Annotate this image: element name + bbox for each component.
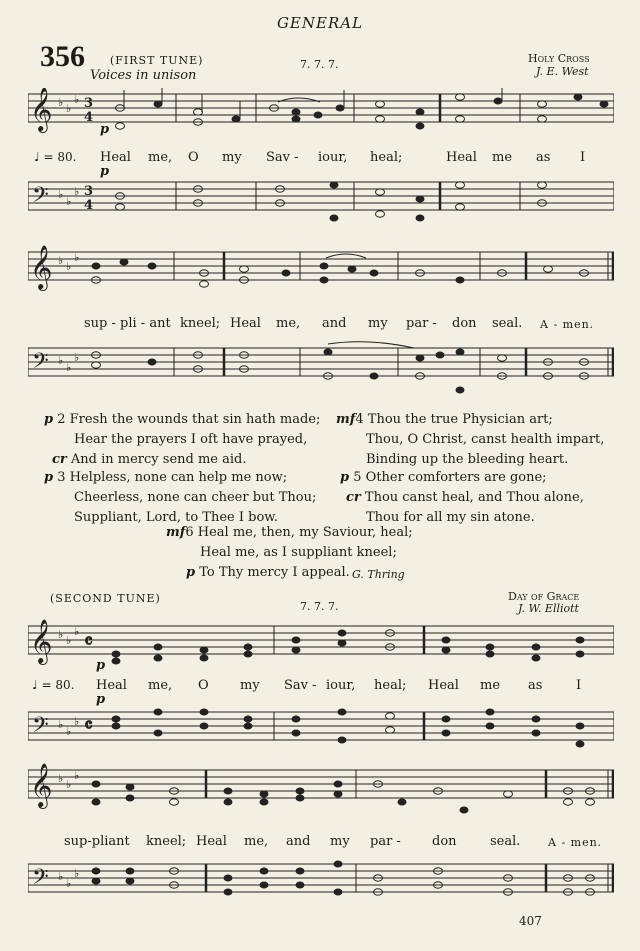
verse-5 — [340, 468, 584, 528]
tune2-lyric-me2: me — [480, 678, 501, 693]
tune2-lyric-o: O — [198, 678, 209, 693]
tune1-lyric-kneel: kneel; — [180, 316, 221, 331]
svg-text:♭: ♭ — [66, 195, 72, 208]
svg-text:𝄞: 𝄞 — [30, 619, 53, 663]
tune2-lyric-heal2: heal; — [374, 678, 407, 693]
second-tune-name: Day of Grace — [508, 590, 580, 603]
svg-text:♭: ♭ — [74, 867, 80, 880]
tune2-lyric-suppliant: sup-pliant — [64, 834, 130, 849]
tune2-lyric-my2: my — [330, 834, 350, 849]
svg-text:𝄢: 𝄢 — [32, 865, 49, 895]
tune2-lyric-sav: Sav - — [284, 678, 317, 693]
tune2-lyric-heal4: Heal — [196, 834, 227, 849]
verse-2-line-3-dynamic: cr — [52, 452, 67, 467]
tune1-lyric-par: par - — [406, 316, 437, 331]
svg-text:♭: ♭ — [66, 634, 72, 647]
verse-6-line-3: To Thy mercy I appeal. — [199, 565, 350, 580]
verse-5-line-2: Thou canst heal, and Thou alone, — [364, 490, 584, 505]
tune1-lyric-don: don — [452, 316, 477, 331]
svg-text:𝄢: 𝄢 — [32, 183, 49, 213]
tune2-lyric-as: as — [528, 678, 543, 693]
svg-text:𝄞: 𝄞 — [30, 88, 53, 131]
first-tune-label: (FIRST TUNE) — [110, 54, 204, 67]
verse-2 — [44, 410, 320, 470]
svg-text:♭: ♭ — [66, 778, 72, 791]
svg-text:♭: ♭ — [74, 93, 80, 106]
svg-text:𝄞: 𝄞 — [30, 763, 53, 807]
verse-6-line-2: Heal me, as I suppliant kneel; — [200, 545, 397, 560]
svg-text:♭: ♭ — [74, 625, 80, 638]
svg-text:♭: ♭ — [74, 185, 80, 198]
svg-text:♭: ♭ — [58, 254, 64, 267]
tune2-dynamic-bass: p — [96, 692, 106, 707]
verse-6-line-3-dynamic: p — [186, 565, 196, 580]
verse-6-line-1: Heal me, then, my Saviour, heal; — [197, 525, 413, 540]
hymn-author: G. Thring — [352, 568, 405, 581]
verse-4 — [336, 410, 604, 470]
svg-text:♭: ♭ — [58, 354, 64, 367]
second-tune-composer: J. W. Elliott — [518, 602, 579, 615]
tune1-lyric-iour: iour, — [318, 150, 348, 165]
tune2-lyric-my: my — [240, 678, 260, 693]
svg-text:𝄴: 𝄴 — [84, 713, 93, 737]
svg-text:4: 4 — [84, 110, 94, 125]
tune1-dynamic-treble: p — [100, 122, 110, 137]
svg-text:♭: ♭ — [66, 102, 72, 115]
tune2-lyric-seal: seal. — [490, 834, 521, 849]
svg-text:♭: ♭ — [74, 251, 80, 264]
tune2-system1-bass — [28, 704, 614, 756]
verse-3-line-1: Helpless, none can help me now; — [69, 470, 288, 485]
svg-text:♭: ♭ — [74, 715, 80, 728]
tune2-lyric-kneel: kneel; — [146, 834, 187, 849]
verse-4-line-3: Binding up the bleeding heart. — [366, 452, 569, 467]
tune1-lyric-heal: Heal — [100, 150, 131, 165]
tune2-tempo: ♩ = 80. — [32, 678, 75, 692]
tune1-lyric-o: O — [188, 150, 199, 165]
tune2-lyric-amen: A - men. — [548, 836, 603, 849]
verse-6-dynamic: mf — [166, 525, 186, 540]
svg-text:♭: ♭ — [58, 718, 64, 731]
svg-text:𝄢: 𝄢 — [32, 349, 49, 379]
tune1-tempo: ♩ = 80. — [34, 150, 77, 164]
tune1-lyric-amen: A - men. — [540, 318, 595, 331]
svg-text:♭: ♭ — [66, 877, 72, 890]
tune1-lyric-me2: me — [492, 150, 513, 165]
tune1-system1-bass — [28, 178, 614, 228]
tune1-lyric-i: I — [580, 150, 586, 165]
verse-2-line-1: Fresh the wounds that sin hath made; — [69, 412, 321, 427]
svg-text:3: 3 — [84, 184, 94, 199]
verse-5-dynamic: p — [340, 470, 350, 485]
svg-text:𝄞: 𝄞 — [30, 245, 53, 289]
verse-5-number: 5 — [353, 470, 362, 485]
verse-3-number: 3 — [57, 470, 66, 485]
tune2-dynamic-treble: p — [96, 658, 106, 673]
verse-5-line-1: Other comforters are gone; — [365, 470, 547, 485]
tune1-lyric-me: me, — [148, 150, 173, 165]
verse-5-line-3: Thou for all my sin atone. — [366, 510, 535, 525]
svg-text:𝄢: 𝄢 — [32, 713, 49, 743]
svg-text:♭: ♭ — [58, 870, 64, 883]
second-tune-label: (SECOND TUNE) — [50, 592, 161, 605]
svg-text:♭: ♭ — [58, 188, 64, 201]
verse-2-number: 2 — [57, 412, 66, 427]
tune2-lyric-heal: Heal — [96, 678, 127, 693]
svg-text:♭: ♭ — [74, 351, 80, 364]
tune1-lyric-and: and — [322, 316, 347, 331]
tune1-lyric-heal3: Heal — [446, 150, 477, 165]
tune2-system2-bass — [28, 856, 614, 906]
svg-text:♭: ♭ — [66, 725, 72, 738]
svg-text:♭: ♭ — [58, 772, 64, 785]
verse-6-number: 6 — [185, 525, 194, 540]
tune2-lyric-iour: iour, — [326, 678, 356, 693]
tune1-lyric-heal4: Heal — [230, 316, 261, 331]
tune2-lyric-par: par - — [370, 834, 401, 849]
first-tune-meter: 7. 7. 7. — [300, 58, 339, 71]
tune2-lyric-don: don — [432, 834, 457, 849]
verse-3-dynamic: p — [44, 470, 54, 485]
verse-4-number: 4 — [355, 412, 364, 427]
tune1-lyric-sav: Sav - — [266, 150, 299, 165]
tune1-lyric-suppliant: sup - pli - ant — [84, 316, 171, 331]
hymn-number: 356 — [40, 40, 85, 73]
page-number: 407 — [519, 914, 542, 928]
tune1-lyric-heal2: heal; — [370, 150, 403, 165]
verse-4-line-1: Thou the true Physician art; — [367, 412, 553, 427]
verse-4-line-2: Thou, O Christ, canst health impart, — [366, 432, 605, 447]
svg-text:3: 3 — [84, 96, 94, 111]
tune2-lyric-i: I — [576, 678, 582, 693]
verse-3-line-2: Cheerless, none can cheer but Thou; — [74, 490, 317, 505]
tune1-lyric-me3: me, — [276, 316, 301, 331]
svg-text:♭: ♭ — [58, 96, 64, 109]
tune1-lyric-as: as — [536, 150, 551, 165]
tune2-lyric-me: me, — [148, 678, 173, 693]
tune1-system2-bass — [28, 338, 614, 396]
verse-5-line-2-dynamic: cr — [346, 490, 361, 505]
verse-2-line-3: And in mercy send me aid. — [70, 452, 247, 467]
verse-3 — [44, 468, 316, 528]
tune1-lyric-my: my — [222, 150, 242, 165]
tune2-system1-treble — [28, 618, 614, 668]
verse-3-line-3: Suppliant, Lord, to Thee I bow. — [74, 510, 278, 525]
tune1-lyric-my2: my — [368, 316, 388, 331]
first-tune-composer: J. E. West — [536, 65, 589, 78]
tune1-system1-treble — [28, 88, 614, 136]
svg-text:♭: ♭ — [74, 769, 80, 782]
tune1-system2-treble — [28, 244, 614, 294]
svg-text:♭: ♭ — [66, 260, 72, 273]
tune2-lyric-and: and — [286, 834, 311, 849]
svg-text:𝄴: 𝄴 — [84, 629, 93, 653]
verse-4-dynamic: mf — [336, 412, 356, 427]
tune1-lyric-seal: seal. — [492, 316, 523, 331]
svg-text:4: 4 — [84, 198, 94, 213]
first-tune-direction: Voices in unison — [90, 68, 197, 83]
tune2-lyric-me3: me, — [244, 834, 269, 849]
svg-text:♭: ♭ — [66, 361, 72, 374]
second-tune-meter: 7. 7. 7. — [300, 600, 339, 613]
tune1-dynamic-bass: p — [100, 164, 110, 179]
tune2-lyric-heal3: Heal — [428, 678, 459, 693]
verse-2-line-2: Hear the prayers I oft have prayed, — [74, 432, 308, 447]
verse-2-dynamic: p — [44, 412, 54, 427]
first-tune-name: Holy Cross — [528, 52, 590, 65]
svg-text:♭: ♭ — [58, 628, 64, 641]
running-head: GENERAL — [276, 14, 364, 32]
tune2-system2-treble — [28, 762, 614, 818]
